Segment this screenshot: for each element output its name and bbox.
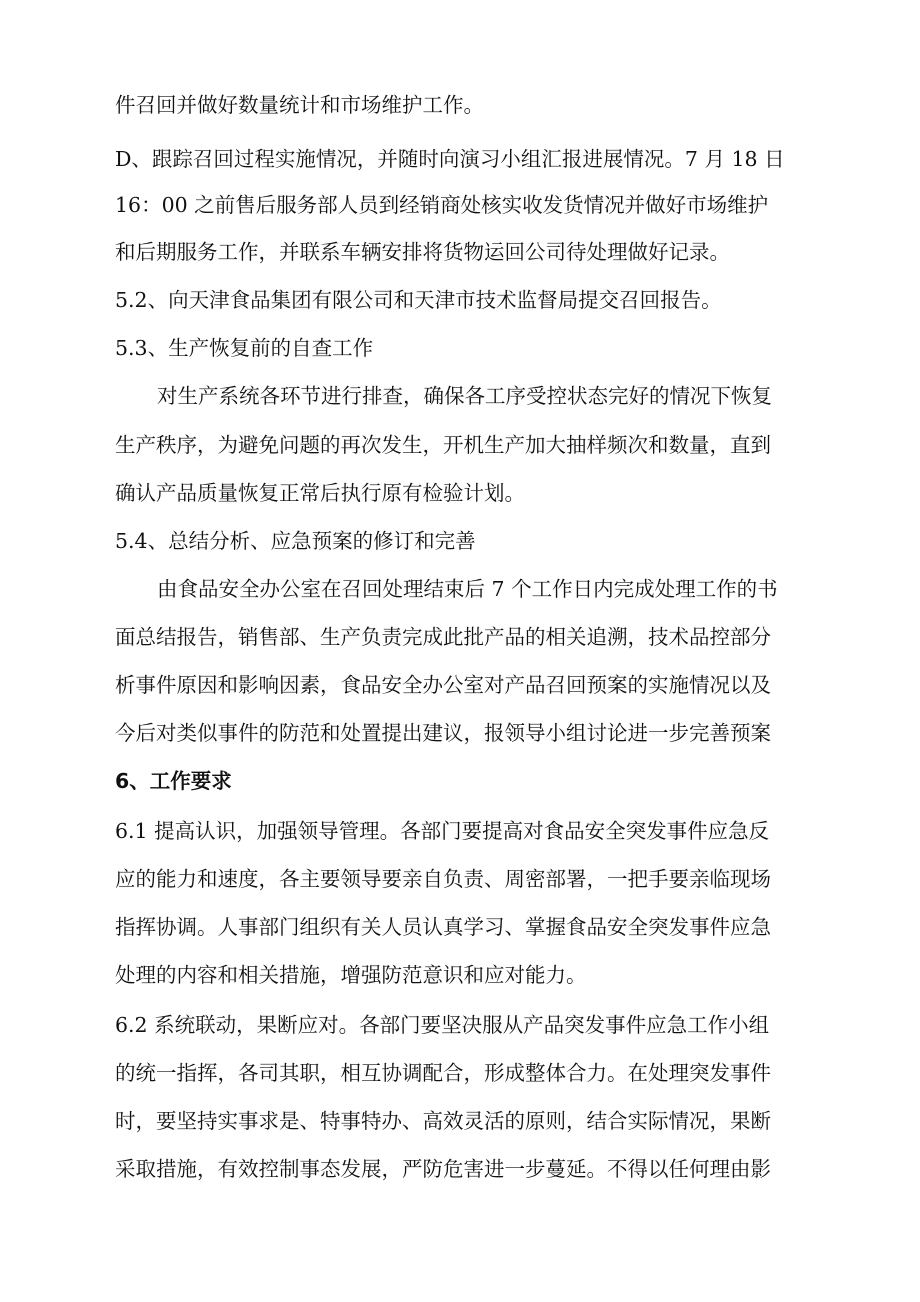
text-line: 生产秩序，为避免问题的再次发生，开机生产加大抽样频次和数量，直到 — [115, 433, 771, 457]
text-line: 对生产系统各环节进行排查，确保各工序受控状态完好的情况下恢复 — [157, 384, 772, 408]
text-line: 时，要坚持实事求是、特事特办、高效灵活的原则，结合实际情况，果断 — [115, 1109, 771, 1133]
text-line: 处理的内容和相关措施，增强防范意识和应对能力。 — [115, 963, 587, 987]
text-line: 由食品安全办公室在召回处理结束后 7 个工作日内完成处理工作的书 — [157, 577, 778, 601]
text-line: 今后对类似事件的防范和处置提出建议，报领导小组讨论进一步完善预案 — [115, 721, 771, 745]
text-line: 面总结报告，销售部、生产负责完成此批产品的相关追溯，技术品控部分 — [115, 625, 771, 649]
section-heading: 5.4、总结分析、应急预案的修订和完善 — [115, 529, 476, 553]
text-line: D、跟踪召回过程实施情况，并随时向演习小组汇报进展情况。7 月 18 日 — [115, 147, 785, 171]
section-heading: 5.2、向天津食品集团有限公司和天津市技术监督局提交召回报告。 — [115, 288, 722, 312]
text-line: 指挥协调。人事部门组织有关人员认真学习、掌握食品安全突发事件应急 — [115, 915, 771, 939]
section-heading: 5.3、生产恢复前的自查工作 — [115, 336, 374, 360]
text-line: 采取措施，有效控制事态发展，严防危害进一步蔓延。不得以任何理由影 — [115, 1157, 771, 1181]
text-line: 6.2 系统联动，果断应对。各部门要坚决服从产品突发事件应急工作小组 — [115, 1013, 770, 1037]
text-line: 的统一指挥，各司其职，相互协调配合，形成整体合力。在处理突发事件 — [115, 1061, 771, 1085]
text-line: 16：00 之前售后服务部人员到经销商处核实收发货情况并做好市场维护 — [115, 193, 769, 217]
text-line: 析事件原因和影响因素，食品安全办公室对产品召回预案的实施情况以及 — [115, 673, 771, 697]
text-line: 和后期服务工作，并联系车辆安排将货物运回公司待处理做好记录。 — [115, 240, 730, 264]
text-line: 确认产品质量恢复正常后执行原有检验计划。 — [115, 481, 525, 505]
text-line: 件召回并做好数量统计和市场维护工作。 — [115, 93, 484, 117]
text-line: 6.1 提高认识，加强领导管理。各部门要提高对食品安全突发事件应急反 — [115, 819, 770, 843]
text-line: 应的能力和速度，各主要领导要亲自负责、周密部署，一把手要亲临现场 — [115, 867, 771, 891]
section-title: 6、工作要求 — [115, 769, 232, 793]
